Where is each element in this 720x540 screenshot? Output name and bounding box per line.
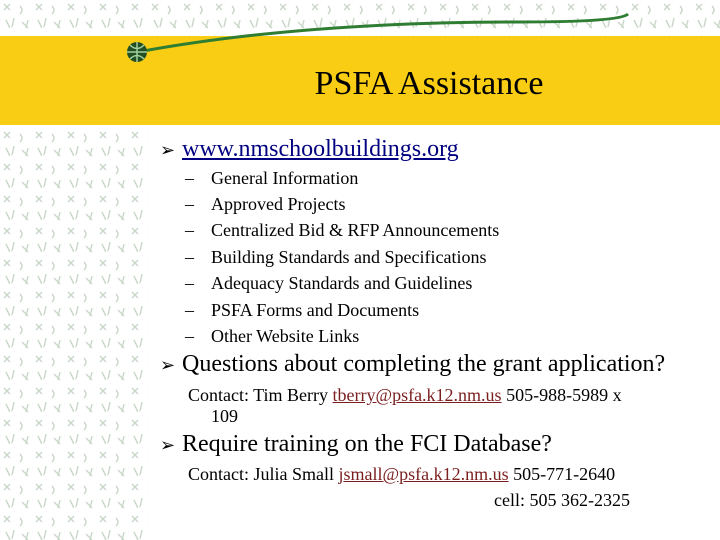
grant-contact-ext: 109 — [211, 406, 238, 426]
list-item: – Building Standards and Specifications — [185, 247, 487, 267]
grant-contact: Contact: Tim Berry tberry@psfa.k12.nm.us 505-988-5989 x — [188, 385, 622, 405]
grant-contact-email-link[interactable]: tberry@psfa.k12.nm.us — [332, 385, 502, 405]
arrow-bullet-icon: ➢ — [160, 140, 176, 161]
list-item: – Centralized Bid & RFP Announcements — [185, 220, 500, 240]
globe-icon — [127, 42, 147, 62]
fci-contact-cell: cell: 505 362-2325 — [494, 490, 630, 510]
website-bullet — [160, 135, 459, 165]
website-link[interactable]: www.nmschoolbuildings.org — [182, 136, 459, 162]
slide-title: PSFA Assistance — [314, 65, 544, 102]
fci-contact: Contact: Julia Small jsmall@psfa.k12.nm.us 505-771-2640 — [188, 464, 616, 484]
fci-contact-email-link[interactable]: jsmall@psfa.k12.nm.us — [338, 464, 509, 484]
arrow-bullet-icon: ➢ — [160, 355, 176, 376]
list-item: – General Information — [185, 168, 359, 188]
list-item: – Other Website Links — [185, 326, 360, 346]
fci-question-bullet — [160, 430, 552, 460]
grant-question-bullet — [160, 350, 665, 380]
list-item: – PSFA Forms and Documents — [185, 300, 420, 320]
arrow-bullet-icon: ➢ — [160, 435, 176, 456]
list-item: – Approved Projects — [185, 194, 346, 214]
list-item: – Adequacy Standards and Guidelines — [185, 273, 473, 293]
fci-question: Require training on the FCI Database? — [182, 431, 552, 457]
grant-question: Questions about completing the grant application? — [182, 351, 666, 377]
